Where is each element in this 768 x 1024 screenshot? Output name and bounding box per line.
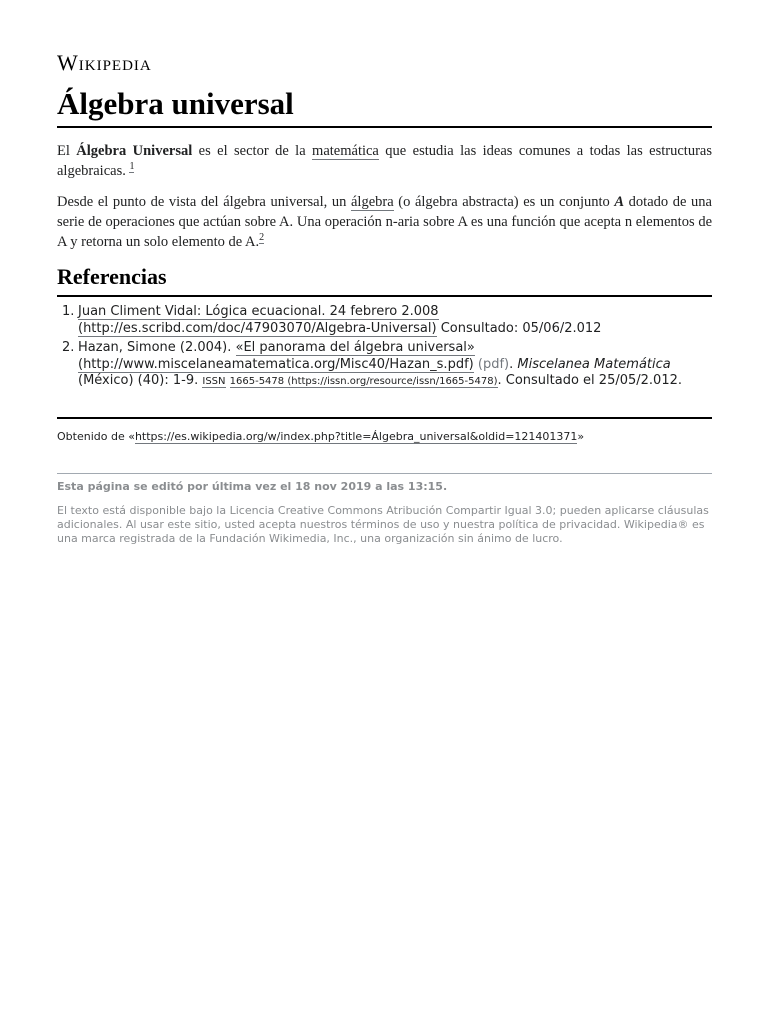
text: . xyxy=(509,356,518,372)
retrieved-from xyxy=(57,430,712,443)
page-title: Álgebra universal xyxy=(57,86,294,121)
reference-link[interactable]: Juan Climent Vidal: Lógica ecuacional xyxy=(78,304,322,319)
link-matematica[interactable]: matemática xyxy=(312,143,379,159)
issn-link[interactable]: ISSN xyxy=(202,376,226,387)
text: Obtenido de « xyxy=(57,430,135,443)
text: que estudia las ideas comunes a todas las estructuras algebraicas. xyxy=(57,143,712,179)
reference-item xyxy=(62,304,712,337)
reference-journal: Miscelanea Matemática xyxy=(517,356,671,372)
text: » xyxy=(577,430,585,443)
last-modified: Esta página se editó por última vez el 18 nov 2019 a las 13:15. xyxy=(57,480,448,493)
references-divider xyxy=(57,295,712,297)
bold-term: Álgebra Universal xyxy=(76,143,193,159)
reference-url[interactable]: . 24 febrero 2.008 (http://es.scribd.com/doc/47903070/Algebra-Universal) xyxy=(78,304,439,336)
reference-number: 2. xyxy=(62,340,75,355)
reference-author: Hazan, Simone (2.004). xyxy=(78,340,236,355)
text: dotado de una serie de operaciones que actúan sobre A. Una operación n-aria sobre A es una función que acepta n elementos de A y retorna un solo elemento de A. xyxy=(57,194,712,250)
reference-2-link[interactable]: 2 xyxy=(259,232,265,244)
permanent-link[interactable]: https://es.wikipedia.org/w/index.php?title=Álgebra_universal&oldid=121401371 xyxy=(134,430,578,443)
wikipedia-logo[interactable]: Wikipedia xyxy=(57,50,152,75)
issn-number-link[interactable]: 1665-5478 (https://issn.org/resource/issn/1665-5478) xyxy=(229,376,498,387)
reference-tail: . Consultado el 25/05/2.012. xyxy=(497,373,682,388)
text: El xyxy=(57,143,77,159)
link-algebra[interactable]: álgebra xyxy=(350,194,394,210)
variable-a: A xyxy=(614,194,625,210)
text: Desde el punto de vista del álgebra universal, un xyxy=(57,194,351,210)
content-end-divider xyxy=(57,417,712,419)
references-heading: Referencias xyxy=(57,264,167,289)
text: (o álgebra abstracta) es un conjunto xyxy=(393,194,615,210)
reference-1-link[interactable]: 1 xyxy=(129,161,135,173)
license-text: El texto está disponible bajo la Licencia Creative Commons Atribución Compartir Igual 3.0; pueden aplicarse cláusulas adicionales. Al usar este sitio, usted acepta nuestros términos de uso y nuestra política de privacidad. Wikipedia® es una marca registrada de la Fundación Wikimedia, Inc., una organización sin ánimo de lucro. xyxy=(57,504,709,545)
references-list xyxy=(57,304,712,394)
title-divider xyxy=(57,126,712,128)
footer-divider xyxy=(57,473,712,474)
reference-item xyxy=(62,340,712,391)
reference-tail: Consultado: 05/06/2.012 xyxy=(436,320,602,336)
intro-paragraph xyxy=(57,141,712,181)
definition-paragraph xyxy=(57,192,712,252)
reference-number: 1. xyxy=(62,304,75,319)
reference-format: (pdf) xyxy=(473,356,510,372)
reference-link[interactable]: «El panorama del álgebra universal» (http://www.miscelaneamatematica.org/Misc40/Hazan_s.pdf) xyxy=(78,340,475,372)
text: es el sector de la xyxy=(192,143,313,159)
reference-details: (México) (40): 1-9. xyxy=(78,373,203,388)
